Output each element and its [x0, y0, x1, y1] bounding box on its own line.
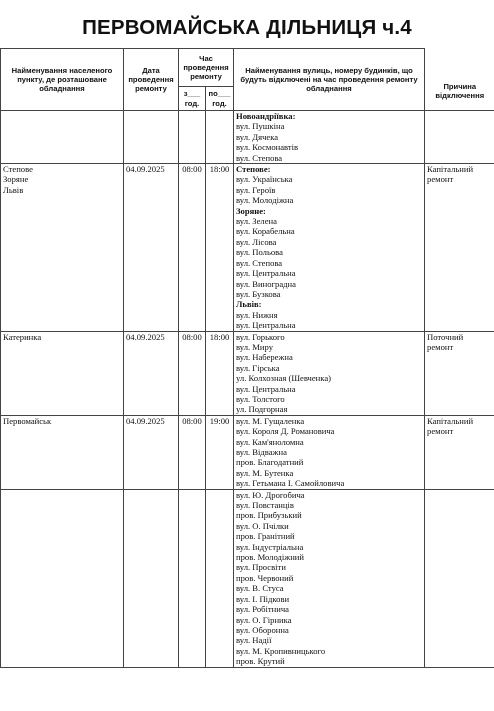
street-item: вул. Виноградна: [236, 278, 296, 289]
street-item: ул. Колхозная (Шевченка): [236, 373, 332, 384]
settlement-cell: [1, 331, 124, 415]
street-item: вул. Миру: [236, 341, 274, 352]
street-item: вул. Центральна: [236, 268, 296, 279]
village-group-label: Львів:: [236, 299, 262, 310]
settlement-name: Зоряне: [3, 174, 29, 185]
time-to-cell: [206, 111, 234, 164]
street-item: вул. Молодіжна: [236, 195, 294, 206]
street-item: вул. Оборонна: [236, 624, 289, 635]
village-group-label: Зоряне:: [236, 205, 266, 216]
streets-cell: [234, 164, 425, 332]
table-row: [1, 415, 494, 489]
street-item: вул. Польова: [236, 247, 283, 258]
settlement-cell: [1, 111, 124, 164]
street-item: вул. Робітнича: [236, 604, 289, 615]
schedule-sheet: [0, 48, 494, 711]
street-item: вул. Кам'яноломна: [236, 436, 304, 447]
street-item: вул. Корабельна: [236, 226, 295, 237]
street-item: вул. Космонавтів: [236, 142, 299, 153]
village-group-label: Степове:: [236, 164, 271, 175]
schedule-table: [0, 48, 494, 668]
time-to-cell: 19:00: [206, 415, 234, 489]
streets-cell: [234, 111, 425, 164]
streets-cell: [234, 489, 425, 667]
header-settlement: Найменування населеного пункту, де розташоване обладнання: [1, 49, 124, 111]
table-row: [1, 331, 494, 415]
street-item: вул. Дячека: [236, 131, 279, 142]
reason-cell: [425, 489, 494, 667]
settlement-cell: [1, 415, 124, 489]
street-item: пров. Молодіжний: [236, 552, 305, 563]
street-item: вул. М. Гущаленка: [236, 415, 305, 426]
settlement-name: Львів: [3, 184, 24, 195]
street-item: вул. Пушкіна: [236, 121, 285, 132]
street-item: вул. Короля Д. Романовича: [236, 426, 335, 437]
header-reason-gap: [425, 49, 494, 73]
time-from-cell: [179, 489, 206, 667]
settlement-cell: [1, 489, 124, 667]
reason-cell: [425, 111, 494, 164]
streets-cell: [234, 415, 425, 489]
street-item: вул. Героїв: [236, 184, 276, 195]
header-date: Дата проведення ремонту: [124, 49, 179, 111]
street-item: пров. Крутий: [236, 656, 285, 667]
reason-text: Поточний: [427, 331, 464, 342]
village-group-label: Новоандріївка:: [236, 111, 296, 121]
time-to-cell: 18:00: [206, 164, 234, 332]
page-title: ПЕРВОМАЙСЬКА ДІЛЬНИЦЯ ч.4: [82, 16, 412, 39]
street-item: вул. Відважна: [236, 447, 287, 457]
settlement-name: Первомайськ: [3, 415, 52, 426]
reason-text: Капітальний: [427, 415, 474, 426]
street-item: пров. Прибузький: [236, 510, 302, 521]
time-to-cell: [206, 489, 234, 667]
header-streets: Найменування вулиць, номеру будинків, що будуть відключені на час проведення ремонту обладнання: [234, 49, 425, 111]
time-to-cell: 18:00: [206, 331, 234, 415]
reason-cell: [425, 164, 494, 332]
reason-text: ремонт: [427, 174, 454, 185]
street-item: вул. Гетьмана І. Самойловича: [236, 478, 345, 489]
street-item: вул. Степова: [236, 152, 283, 163]
reason-cell: [425, 415, 494, 489]
street-item: пров. Благодатний: [236, 457, 304, 468]
street-item: вул. Ю. Дрогобича: [236, 489, 305, 500]
street-item: вул. Нижня: [236, 309, 278, 320]
header-to: по___ год.: [206, 87, 234, 111]
street-item: вул. Лісова: [236, 236, 277, 247]
table-row: [1, 164, 494, 332]
header-reason: Причина відключення: [425, 73, 494, 111]
street-item: вул. В. Стуса: [236, 583, 284, 594]
reason-text: ремонт: [427, 341, 454, 352]
date-cell: [124, 489, 179, 667]
street-item: вул. Набережна: [236, 352, 293, 363]
street-item: вул. Просвіти: [236, 562, 286, 573]
time-from-cell: 08:00: [179, 331, 206, 415]
street-item: вул. Зелена: [236, 216, 277, 227]
street-item: пров. Червоний: [236, 572, 294, 583]
street-item: вул. Центральна: [236, 383, 296, 394]
date-cell: [124, 111, 179, 164]
header-time: Час проведення ремонту: [179, 49, 234, 87]
street-item: вул. І. Підкови: [236, 593, 290, 604]
street-item: вул. О. Гірника: [236, 614, 292, 625]
reason-cell: [425, 331, 494, 415]
street-item: вул. Повстанців: [236, 500, 294, 511]
settlement-cell: [1, 164, 124, 332]
date-cell: 04.09.2025: [124, 415, 179, 489]
time-from-cell: 08:00: [179, 415, 206, 489]
street-item: вул. Степова: [236, 257, 283, 268]
streets-cell: [234, 331, 425, 415]
time-from-cell: [179, 111, 206, 164]
street-item: вул. М. Бутенка: [236, 467, 294, 478]
street-item: вул. Гірська: [236, 362, 280, 373]
street-item: вул. Горького: [236, 331, 285, 342]
street-item: вул. Українська: [236, 174, 293, 185]
header-from: з___ год.: [179, 87, 206, 111]
reason-text: Капітальний: [427, 164, 474, 175]
street-item: вул. Надії: [236, 635, 272, 646]
street-item: ул. Подгорная: [236, 404, 288, 415]
reason-text: ремонт: [427, 426, 454, 437]
table-row: [1, 111, 494, 164]
street-item: вул. М. Кропивницького: [236, 645, 326, 656]
table-row: [1, 489, 494, 667]
street-item: вул. Центральна: [236, 320, 296, 331]
settlement-name: Степове: [3, 164, 33, 175]
date-cell: 04.09.2025: [124, 331, 179, 415]
street-item: пров. Гранітний: [236, 531, 295, 542]
time-from-cell: 08:00: [179, 164, 206, 332]
settlement-name: Катеринка: [3, 331, 42, 342]
street-item: вул. Бузкова: [236, 288, 281, 299]
schedule-body: [1, 111, 494, 668]
date-cell: 04.09.2025: [124, 164, 179, 332]
street-item: вул. О. Пчілки: [236, 520, 289, 531]
street-item: вул. Толстого: [236, 393, 285, 404]
street-item: вул. Індустріальна: [236, 541, 304, 552]
